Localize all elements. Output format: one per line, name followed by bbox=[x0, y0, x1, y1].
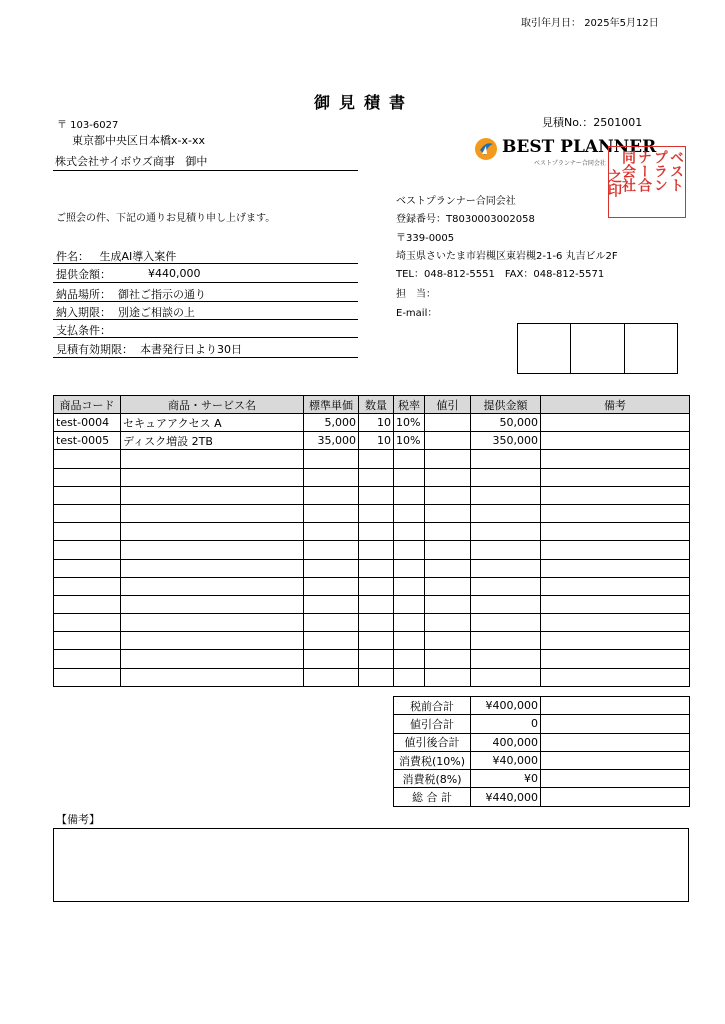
total-remarks bbox=[541, 770, 690, 788]
cell-discount bbox=[425, 432, 471, 450]
cell-empty bbox=[304, 614, 359, 632]
field-delivery-place bbox=[56, 286, 206, 302]
cell-empty bbox=[54, 614, 121, 632]
field-label: 件名： bbox=[56, 250, 89, 263]
cell-unit-price: 35,000 bbox=[304, 432, 359, 450]
cell-empty bbox=[425, 541, 471, 559]
greeting-text: ご照会の件、下記の通りお見積り申し上げます。 bbox=[56, 213, 276, 224]
cell-empty bbox=[394, 632, 425, 650]
approval-stamp-boxes bbox=[517, 323, 678, 374]
recipient-underline bbox=[53, 170, 358, 171]
cell-empty bbox=[394, 577, 425, 595]
field-label: 納品場所： bbox=[56, 288, 111, 301]
cell-code: test-0005 bbox=[54, 432, 121, 450]
field-divider bbox=[53, 282, 358, 283]
cell-empty bbox=[471, 577, 541, 595]
cell-empty bbox=[425, 486, 471, 504]
cell-empty bbox=[304, 486, 359, 504]
cell-remarks bbox=[541, 432, 690, 450]
notes-box bbox=[53, 828, 689, 902]
table-row-empty bbox=[54, 559, 690, 577]
cell-empty bbox=[425, 668, 471, 686]
total-label: 消費税(10%) bbox=[394, 751, 471, 769]
cell-empty bbox=[541, 668, 690, 686]
cell-empty bbox=[394, 614, 425, 632]
total-value: ¥0 bbox=[471, 770, 541, 788]
field-divider bbox=[53, 263, 358, 264]
cell-empty bbox=[425, 523, 471, 541]
cell-empty bbox=[471, 541, 541, 559]
cell-empty bbox=[541, 614, 690, 632]
cell-empty bbox=[359, 632, 394, 650]
cell-empty bbox=[541, 450, 690, 468]
total-remarks bbox=[541, 733, 690, 751]
seal-text: プラン bbox=[652, 150, 668, 192]
cell-empty bbox=[54, 486, 121, 504]
recipient-address: 東京都中央区日本橋x-x-xx bbox=[72, 134, 205, 147]
cell-empty bbox=[304, 450, 359, 468]
cell-empty bbox=[121, 559, 304, 577]
recipient-postal: 〒 103-6027 bbox=[57, 120, 119, 131]
cell-empty bbox=[304, 577, 359, 595]
cell-empty bbox=[394, 504, 425, 522]
field-divider bbox=[53, 319, 358, 320]
cell-empty bbox=[541, 523, 690, 541]
cell-code: test-0004 bbox=[54, 414, 121, 432]
cell-empty bbox=[471, 650, 541, 668]
field-subject bbox=[56, 248, 176, 264]
table-row-empty bbox=[54, 650, 690, 668]
cell-empty bbox=[394, 668, 425, 686]
seal-text: ベスト bbox=[668, 150, 684, 192]
totals-row bbox=[394, 751, 690, 769]
cell-empty bbox=[359, 668, 394, 686]
cell-empty bbox=[121, 523, 304, 541]
cell-empty bbox=[394, 523, 425, 541]
table-row-empty bbox=[54, 668, 690, 686]
seal-text: 同会社 bbox=[620, 150, 636, 192]
cell-empty bbox=[471, 504, 541, 522]
total-remarks bbox=[541, 751, 690, 769]
cell-empty bbox=[541, 504, 690, 522]
cell-empty bbox=[54, 559, 121, 577]
sender-person: 担 当： bbox=[396, 289, 436, 300]
col-header: 値引 bbox=[425, 396, 471, 414]
cell-empty bbox=[359, 541, 394, 559]
recipient-honorific: 御中 bbox=[185, 155, 208, 168]
cell-empty bbox=[54, 668, 121, 686]
table-row-empty bbox=[54, 614, 690, 632]
cell-empty bbox=[394, 468, 425, 486]
total-label: 税前合計 bbox=[394, 697, 471, 715]
field-value: 御社ご指示の通り bbox=[118, 288, 206, 301]
company-seal-icon bbox=[608, 146, 686, 218]
cell-empty bbox=[121, 650, 304, 668]
cell-empty bbox=[359, 614, 394, 632]
col-header: 備考 bbox=[541, 396, 690, 414]
items-table bbox=[53, 395, 690, 687]
table-row-empty bbox=[54, 523, 690, 541]
cell-empty bbox=[425, 559, 471, 577]
totals-row bbox=[394, 715, 690, 733]
stamp-box bbox=[570, 324, 623, 373]
cell-empty bbox=[471, 632, 541, 650]
cell-empty bbox=[359, 486, 394, 504]
cell-empty bbox=[541, 577, 690, 595]
cell-empty bbox=[121, 595, 304, 613]
cell-empty bbox=[304, 632, 359, 650]
totals-row bbox=[394, 697, 690, 715]
field-label: 見積有効期限： bbox=[56, 343, 133, 356]
cell-empty bbox=[121, 468, 304, 486]
total-value: ¥440,000 bbox=[471, 788, 541, 806]
cell-empty bbox=[425, 577, 471, 595]
field-divider bbox=[53, 337, 358, 338]
company-logo-icon bbox=[474, 137, 498, 161]
cell-empty bbox=[394, 541, 425, 559]
date-label: 取引年月日： bbox=[521, 18, 581, 29]
recipient-company-name: 株式会社サイボウズ商事 bbox=[55, 155, 175, 168]
table-row-empty bbox=[54, 450, 690, 468]
cell-empty bbox=[471, 559, 541, 577]
sender-email: E-mail： bbox=[396, 308, 438, 319]
cell-empty bbox=[394, 486, 425, 504]
table-row-empty bbox=[54, 595, 690, 613]
cell-empty bbox=[471, 486, 541, 504]
col-header: 数量 bbox=[359, 396, 394, 414]
sender-address: 埼玉県さいたま市岩槻区東岩槻2-1-6 丸吉ビル2F bbox=[396, 251, 618, 262]
cell-empty bbox=[121, 504, 304, 522]
table-row-empty bbox=[54, 577, 690, 595]
transaction-date bbox=[521, 14, 659, 29]
total-value: 400,000 bbox=[471, 733, 541, 751]
table-row bbox=[54, 432, 690, 450]
totals-row bbox=[394, 733, 690, 751]
cell-empty bbox=[54, 450, 121, 468]
cell-discount bbox=[425, 414, 471, 432]
cell-empty bbox=[541, 468, 690, 486]
cell-empty bbox=[541, 486, 690, 504]
cell-empty bbox=[54, 468, 121, 486]
sender-tel-fax: TEL：048-812-5551 FAX：048-812-5571 bbox=[396, 269, 605, 280]
cell-empty bbox=[471, 668, 541, 686]
cell-empty bbox=[359, 650, 394, 668]
cell-empty bbox=[304, 668, 359, 686]
cell-empty bbox=[471, 468, 541, 486]
total-remarks bbox=[541, 715, 690, 733]
total-remarks bbox=[541, 697, 690, 715]
cell-empty bbox=[471, 450, 541, 468]
estimate-number bbox=[542, 114, 642, 130]
cell-empty bbox=[359, 523, 394, 541]
cell-empty bbox=[425, 614, 471, 632]
cell-empty bbox=[121, 450, 304, 468]
estimate-no-value: 2501001 bbox=[593, 116, 643, 129]
field-delivery-deadline bbox=[56, 304, 195, 320]
estimate-no-label: 見積No.： bbox=[542, 116, 594, 129]
field-payment-terms bbox=[56, 322, 111, 338]
cell-amount: 50,000 bbox=[471, 414, 541, 432]
col-header: 税率 bbox=[394, 396, 425, 414]
cell-empty bbox=[54, 523, 121, 541]
field-label: 納入期限： bbox=[56, 306, 111, 319]
cell-empty bbox=[54, 541, 121, 559]
field-value: ¥440,000 bbox=[148, 267, 201, 280]
cell-empty bbox=[541, 632, 690, 650]
cell-empty bbox=[304, 595, 359, 613]
cell-empty bbox=[394, 450, 425, 468]
cell-empty bbox=[359, 468, 394, 486]
cell-empty bbox=[541, 595, 690, 613]
cell-empty bbox=[121, 577, 304, 595]
cell-empty bbox=[121, 486, 304, 504]
cell-empty bbox=[425, 595, 471, 613]
field-divider bbox=[53, 357, 358, 358]
cell-empty bbox=[304, 504, 359, 522]
table-row-empty bbox=[54, 486, 690, 504]
cell-empty bbox=[304, 523, 359, 541]
field-validity bbox=[56, 341, 242, 357]
field-value: 本書発行日より30日 bbox=[140, 343, 242, 356]
col-header: 標準単価 bbox=[304, 396, 359, 414]
sender-name: ベストプランナー合同会社 bbox=[396, 196, 516, 207]
field-amount bbox=[56, 266, 201, 282]
cell-empty bbox=[541, 559, 690, 577]
cell-empty bbox=[54, 650, 121, 668]
cell-empty bbox=[394, 595, 425, 613]
seal-text: ナー合 bbox=[636, 150, 652, 192]
cell-unit-price: 5,000 bbox=[304, 414, 359, 432]
col-header: 提供金額 bbox=[471, 396, 541, 414]
sender-postal: 〒339-0005 bbox=[396, 233, 455, 244]
cell-empty bbox=[121, 632, 304, 650]
cell-empty bbox=[304, 559, 359, 577]
company-logo-text: BEST PLANNER bbox=[502, 137, 657, 157]
cell-amount: 350,000 bbox=[471, 432, 541, 450]
cell-empty bbox=[304, 468, 359, 486]
cell-empty bbox=[394, 650, 425, 668]
cell-name: セキュアアクセス A bbox=[121, 414, 304, 432]
cell-empty bbox=[54, 632, 121, 650]
table-row-empty bbox=[54, 541, 690, 559]
total-value: ¥40,000 bbox=[471, 751, 541, 769]
cell-empty bbox=[359, 577, 394, 595]
cell-empty bbox=[54, 595, 121, 613]
cell-empty bbox=[425, 504, 471, 522]
cell-empty bbox=[359, 595, 394, 613]
seal-text: 之印 bbox=[606, 169, 622, 197]
field-label: 提供金額： bbox=[56, 268, 111, 281]
cell-empty bbox=[359, 450, 394, 468]
table-row-empty bbox=[54, 504, 690, 522]
table-row-empty bbox=[54, 632, 690, 650]
field-divider bbox=[53, 301, 358, 302]
total-remarks bbox=[541, 788, 690, 806]
total-label: 総 合 計 bbox=[394, 788, 471, 806]
cell-empty bbox=[304, 541, 359, 559]
col-header: 商品・サービス名 bbox=[121, 396, 304, 414]
cell-empty bbox=[425, 450, 471, 468]
table-header-row bbox=[54, 396, 690, 414]
cell-remarks bbox=[541, 414, 690, 432]
stamp-box bbox=[624, 324, 677, 373]
cell-empty bbox=[121, 614, 304, 632]
cell-empty bbox=[471, 614, 541, 632]
cell-tax-rate: 10% bbox=[394, 414, 425, 432]
document-title: 御見積書 bbox=[314, 93, 415, 112]
totals-row bbox=[394, 788, 690, 806]
field-value: 生成AI導入案件 bbox=[99, 250, 177, 263]
cell-qty: 10 bbox=[359, 414, 394, 432]
table-row bbox=[54, 414, 690, 432]
total-value: ¥400,000 bbox=[471, 697, 541, 715]
cell-empty bbox=[54, 577, 121, 595]
cell-empty bbox=[394, 559, 425, 577]
cell-empty bbox=[425, 468, 471, 486]
cell-tax-rate: 10% bbox=[394, 432, 425, 450]
total-label: 消費税(8%) bbox=[394, 770, 471, 788]
cell-empty bbox=[54, 504, 121, 522]
recipient-company bbox=[55, 153, 207, 169]
company-logo-subtext: ベストプランナー合同会社 bbox=[534, 160, 606, 167]
cell-qty: 10 bbox=[359, 432, 394, 450]
total-label: 値引合計 bbox=[394, 715, 471, 733]
total-value: 0 bbox=[471, 715, 541, 733]
cell-empty bbox=[359, 559, 394, 577]
cell-empty bbox=[471, 523, 541, 541]
field-value: 別途ご相談の上 bbox=[118, 306, 195, 319]
totals-row bbox=[394, 770, 690, 788]
stamp-box bbox=[518, 324, 570, 373]
cell-name: ディスク増設 2TB bbox=[121, 432, 304, 450]
cell-empty bbox=[541, 650, 690, 668]
cell-empty bbox=[541, 541, 690, 559]
cell-empty bbox=[359, 504, 394, 522]
cell-empty bbox=[425, 650, 471, 668]
cell-empty bbox=[425, 632, 471, 650]
date-value: 2025年5月12日 bbox=[584, 18, 659, 29]
table-row-empty bbox=[54, 468, 690, 486]
cell-empty bbox=[304, 650, 359, 668]
sender-registration: 登録番号：T8030003002058 bbox=[396, 214, 535, 225]
field-label: 支払条件： bbox=[56, 324, 111, 337]
notes-label: 【備考】 bbox=[56, 813, 100, 826]
cell-empty bbox=[121, 541, 304, 559]
totals-table bbox=[393, 696, 690, 807]
col-header: 商品コード bbox=[54, 396, 121, 414]
cell-empty bbox=[471, 595, 541, 613]
cell-empty bbox=[121, 668, 304, 686]
total-label: 値引後合計 bbox=[394, 733, 471, 751]
